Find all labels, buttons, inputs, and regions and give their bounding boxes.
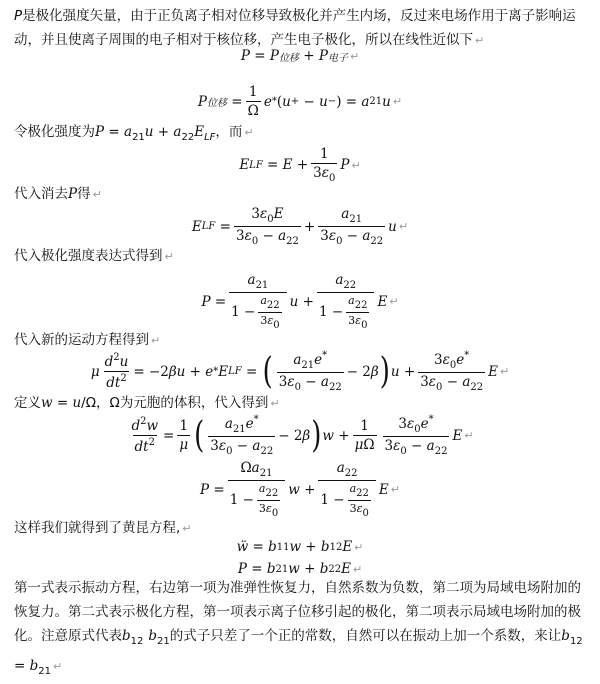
conclusion-paragraph: 第一式表示振动方程，右边第一项为准弹性恢复力，自然系数为负数，第二项为局域电场附加的恢复力。第二式表示极化方程，第一项表示离子位移引起的极化，第二项表示局域电场附加的极化。注意原式代表$b_{12}$ $b_{21}$的式子只差了一个正的常数，自然可以在振动上加一个系数，来让$b_{12} = b_{21}$ ↵ [14,580,583,677]
equation-motion: μ $\frac{d^2u}{dt^2}$ = −2 β u + e * E LF = ( $\frac{a_{21}e^*}{3\varepsilon_0 - a_{22}}$ − 2 β ) u + $\frac{3\varepsilon_0e^*}{3\varepsilon_0 - a_{22}}$ E ↵ [90,350,510,393]
equation-local-field: E LF = E + $\frac{1}{3\varepsilon_0}$ P ↵ [239,146,361,184]
equation-huang-kun-1: ẅ = b 11 w + b 12 E ↵ [236,539,364,555]
equation-polarization-w: P = $\Omega a_{21}$ 1 − $\frac{a22}{3\varepsilon 0}$ w + $a_{22}$ 1 − $\frac{a22}{3\varepsilon 0}$ E ↵ [200,460,400,519]
intro-paragraph: P是极化强度矢量，由于正负离子相对位移导致极化并产生内场，反过来电场作用于离子影响运动，并且使离子周围的电子相对于核位移，产生电子极化，所以在线性近似下 ↵ [14,8,576,48]
eliminate-p-line: 代入消去P得 ↵ [14,186,102,202]
equation-polarization-sum: P = P 位移 + P 电子 ↵ [240,48,360,64]
equation-polarization-solved: P = $a_{21}$ 1 − $\frac{a22}{3\varepsilon 0}$ u + $a_{22}$ 1 − $\frac{a22}{3\varepsilon 0}$ E ↵ [201,272,399,331]
equation-motion-w: $\frac{d^2w}{dt^2}$ = $\frac{1}{\mu}$ ( $\frac{a_{21}e^*}{3\varepsilon_0 - a_{22}}$ − 2 β ) w + $\frac{1}{\mu\Omega}$ $\frac{3\varepsilon_0e^*}{3\varepsilon_0 - a_{22}}$ E ↵ [131,414,474,457]
substitute-motion-line: 代入新的运动方程得到 ↵ [14,332,161,348]
define-w-line: 定义w = u/Ω，Ω为元胞的体积，代入得到 ↵ [14,395,280,411]
huang-kun-line: 这样我们就得到了黄昆方程, ↵ [14,520,192,536]
equation-huang-kun-2: P = b 21 w + b 22 E ↵ [237,561,363,577]
polarization-definition-line: 令极化强度为$P = a_{21}u + a_{22}E_{LF}$，而 ↵ [14,124,254,143]
equation-local-field-solved: E LF = $\frac{3\varepsilon_0E}{3\varepsilon_0 - a_{22}}$ + $\frac{a_{21}}{3\varepsilon_0 - a_{22}}$ u ↵ [191,206,409,247]
substitute-polarization-line: 代入极化强度表达式得到 ↵ [14,248,174,264]
equation-ionic-polarization: P 位移 = $\frac{1}{\Omega}$ e * ( u + − u − ) = a 21 u ↵ [197,84,403,119]
